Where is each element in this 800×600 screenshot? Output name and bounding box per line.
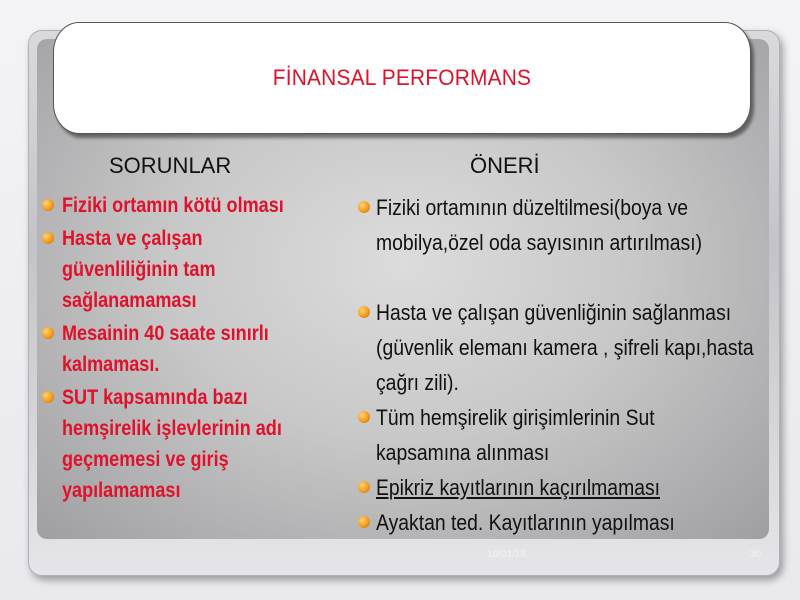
bullet-icon <box>358 201 370 213</box>
list-item <box>40 318 340 380</box>
left-column-heading: SORUNLAR <box>109 153 232 178</box>
list-item-text: Fiziki ortamının düzeltilmesi(boya ve mobilya,özel oda sayısının artırılması) <box>376 195 703 255</box>
bullet-icon <box>42 199 54 211</box>
list-item <box>356 505 776 540</box>
list-item-text: Ayaktan ted. Kayıtlarının yapılması <box>376 510 675 535</box>
list-item-text: Fiziki ortamın kötü olması <box>62 194 284 217</box>
bullet-icon <box>358 411 370 423</box>
list-item <box>40 382 340 506</box>
list-item <box>356 470 776 505</box>
list-item <box>40 223 340 316</box>
list-item <box>40 190 340 221</box>
page-number: 30 <box>750 549 762 560</box>
list-item-text: Mesainin 40 saate sınırlı kalmaması. <box>62 322 269 376</box>
bullet-icon <box>42 391 54 403</box>
bullet-icon <box>42 327 54 339</box>
right-column-heading: ÖNERİ <box>470 153 540 178</box>
suggestions-list <box>356 190 776 540</box>
title-box <box>53 22 751 134</box>
footer-date: 19/01/18 <box>487 549 526 560</box>
list-item <box>356 295 776 400</box>
list-item-text: Hasta ve çalışan güvenliliğinin tam sağlanamaması <box>62 227 216 312</box>
bullet-icon <box>358 516 370 528</box>
list-item-text: Tüm hemşirelik girişimlerinin Sut kapsamına alınması <box>376 405 655 465</box>
list-item-text: Hasta ve çalışan güvenliğinin sağlanması (güvenlik elemanı kamera , şifreli kapı,hasta çağrı zili). <box>376 300 754 395</box>
list-item-text: SUT kapsamında bazı hemşirelik işlevlerinin adı geçmemesi ve giriş yapılamaması <box>62 386 282 502</box>
bullet-icon <box>42 232 54 244</box>
bullet-icon <box>358 306 370 318</box>
list-item <box>356 190 776 295</box>
problems-list <box>40 190 340 508</box>
bullet-icon <box>358 481 370 493</box>
slide-title: FİNANSAL PERFORMANS <box>272 65 532 90</box>
list-item <box>356 400 776 470</box>
list-item-text: Epikriz kayıtlarının kaçırılmaması <box>376 475 661 500</box>
